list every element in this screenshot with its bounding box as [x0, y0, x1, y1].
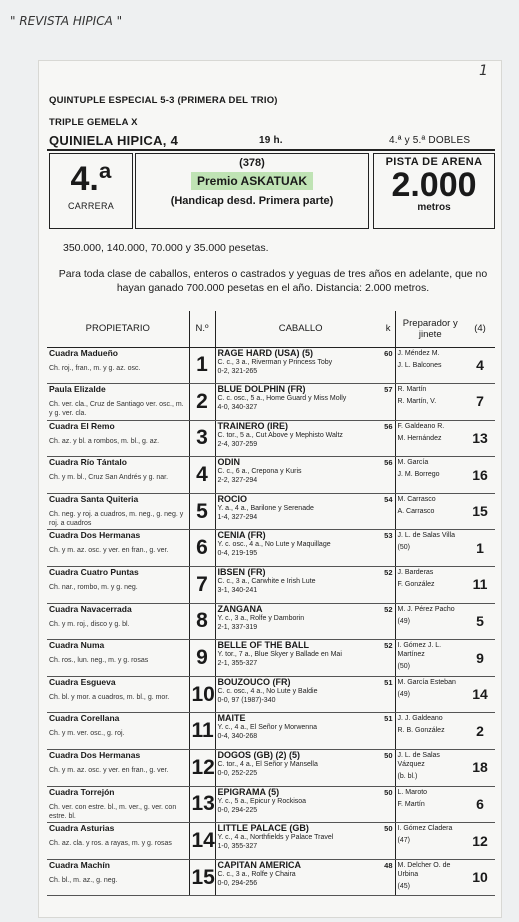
runner-number: 4: [189, 457, 215, 494]
owner-cell: [47, 823, 189, 860]
owner-name: Cuadra Esgueva: [49, 676, 116, 687]
jockey-name: (49): [397, 617, 410, 625]
race-name: Premio ASKATUAK: [191, 172, 313, 190]
table-row: [47, 640, 495, 677]
horse-name: CENIA (FR): [217, 530, 266, 541]
horse-weight: 48: [384, 860, 393, 870]
owner-cell: [47, 640, 189, 677]
trainer-name: J. Méndez M.: [397, 349, 440, 357]
owner-name: Cuadra Corellana: [49, 713, 120, 724]
prep-cell: [395, 750, 465, 787]
owner-name: Cuadra Navacerrada: [49, 603, 132, 614]
prep-cell: [395, 859, 465, 896]
owner-cell: [47, 603, 189, 640]
owner-colors: Ch. y m. az. osc. y ver. en fran., g. ver.: [49, 767, 169, 775]
horse-name: LITTLE PALACE (GB): [217, 823, 309, 834]
handwritten-number: 1: [479, 63, 488, 79]
prep-cell: [395, 384, 465, 421]
owner-cell: [47, 347, 189, 384]
owner-cell: [47, 457, 189, 494]
jockey-name: M. Hernández: [397, 434, 442, 442]
prep-cell: [395, 603, 465, 640]
horse-pedigree: C. c., 6 a., Crepona y Kuris: [217, 468, 302, 476]
horse-record: 3-1, 340-241: [217, 587, 258, 595]
runner-number: 6: [189, 530, 215, 567]
premio-box: [135, 153, 369, 229]
horse-pedigree: Y. c., 3 a., Rolfe y Damborin: [217, 614, 305, 622]
horse-weight: 52: [384, 568, 393, 578]
horse-name: MAITE: [217, 713, 246, 724]
horse-record: 0-4, 340-268: [217, 733, 258, 741]
odds-value: 2: [465, 713, 495, 750]
runner-number: 15: [189, 859, 215, 896]
horse-pedigree: Y. a., 4 a., Barilone y Serenade: [217, 504, 314, 512]
owner-colors: Ch. nar., rombo, m. y g. neg.: [49, 584, 138, 592]
horse-weight: 50: [384, 787, 393, 797]
horse-name: CAPITAN AMERICA: [217, 859, 301, 870]
owner-name: Cuadra Santa Quiteria: [49, 493, 139, 504]
horse-cell: [215, 530, 395, 567]
horse-name: TRAINERO (IRE): [217, 420, 288, 431]
runner-number: 10: [189, 676, 215, 713]
horse-weight: 51: [384, 714, 393, 724]
owner-cell: [47, 750, 189, 787]
horse-record: 2-2, 327-294: [217, 477, 258, 485]
horse-cell: [215, 713, 395, 750]
horse-record: 0-0, 294-256: [217, 879, 258, 887]
jockey-name: J. M. Borrego: [397, 471, 440, 479]
horse-cell: [215, 786, 395, 823]
runner-number: 8: [189, 603, 215, 640]
horse-record: 1-0, 355-327: [217, 843, 258, 851]
jockey-name: (45): [397, 882, 410, 890]
owner-cell: [47, 567, 189, 604]
trainer-name: R. Martín: [397, 386, 427, 394]
handwritten-title: " REVISTA HIPICA ": [10, 14, 123, 28]
owner-colors: Ch. ver. con estre. bl., m. ver., g. ver. con estre. bl.: [49, 803, 177, 820]
trainer-name: J. L. de Salas Villa: [397, 532, 455, 540]
horse-cell: [215, 859, 395, 896]
horse-pedigree: C. c., 3 a., Riverman y Princess Toby: [217, 358, 333, 366]
jockey-name: (49): [397, 690, 410, 698]
prep-cell: [395, 347, 465, 384]
odds-value: 5: [465, 603, 495, 640]
horse-cell: [215, 603, 395, 640]
horse-record: 0-4, 219-195: [217, 550, 258, 558]
table-row: [47, 713, 495, 750]
table-row: [47, 457, 495, 494]
horse-pedigree: Y. c., 5 a., Epicur y Rockisoa: [217, 797, 307, 805]
horse-record: 2-4, 307-259: [217, 440, 258, 448]
trainer-name: I. Gómez Cladera: [397, 825, 453, 833]
table-row: [47, 603, 495, 640]
race-card: [38, 60, 502, 918]
jockey-name: F. Martín: [397, 800, 425, 808]
owner-cell: [47, 530, 189, 567]
owner-colors: Ch. ros., lun. neg., m. y g. rosas: [49, 657, 149, 665]
table-row: [47, 859, 495, 896]
odds-value: 18: [465, 750, 495, 787]
prep-cell: [395, 530, 465, 567]
runner-number: 11: [189, 713, 215, 750]
race-subtitle: (Handicap desd. Primera parte): [170, 195, 334, 207]
race-code: (378): [239, 157, 265, 169]
table-row: [47, 384, 495, 421]
distance: 2.000: [391, 166, 477, 204]
horse-name: RAGE HARD (USA) (5): [217, 347, 313, 358]
horse-name: BLUE DOLPHIN (FR): [217, 384, 306, 395]
table-row: [47, 420, 495, 457]
horse-name: BELLE OF THE BALL: [217, 640, 309, 651]
owner-colors: Ch. roj., fran., m. y g. az. osc.: [49, 364, 141, 372]
odds-value: 15: [465, 493, 495, 530]
odds-value: 14: [465, 676, 495, 713]
prep-cell: [395, 493, 465, 530]
horse-weight: 56: [384, 458, 393, 468]
prep-cell: [395, 420, 465, 457]
runner-number: 13: [189, 786, 215, 823]
header-odds: (4): [465, 311, 495, 347]
horse-pedigree: C. c. osc., 4 a., No Lute y Baldie: [217, 687, 318, 695]
horse-pedigree: Y. c., 4 a., El Señor y Morwenna: [217, 724, 317, 732]
table-row: [47, 750, 495, 787]
horse-pedigree: Y. tor., 7 a., Blue Skyer y Ballade en Mai: [217, 651, 342, 659]
owner-colors: Ch. az. y bl. a rombos, m. bl., g. az.: [49, 437, 160, 445]
jockey-name: R. Martín, V.: [397, 398, 437, 406]
prep-cell: [395, 823, 465, 860]
jockey-name: F. González: [397, 581, 435, 589]
table-row: [47, 493, 495, 530]
horse-record: 2-1, 337-319: [217, 623, 258, 631]
horse-weight: 50: [384, 751, 393, 761]
jockey-name: (50): [397, 544, 410, 552]
owner-colors: Ch. y m. bl., Cruz San Andrés y g. nar.: [49, 474, 169, 482]
runner-number: 1: [189, 347, 215, 384]
owner-name: Cuadra Madueño: [49, 347, 118, 358]
odds-value: 4: [465, 347, 495, 384]
horse-record: 0-0, 252-225: [217, 770, 258, 778]
odds-value: 12: [465, 823, 495, 860]
odds-value: 10: [465, 859, 495, 896]
horse-weight: 60: [384, 348, 393, 358]
prep-cell: [395, 713, 465, 750]
horse-record: 4-0, 340-327: [217, 404, 258, 412]
table-row: [47, 530, 495, 567]
horse-cell: [215, 457, 395, 494]
horse-name: EPIGRAMA (5): [217, 786, 280, 797]
distance-unit: metros: [417, 202, 451, 213]
horse-cell: [215, 676, 395, 713]
header-num: N.º: [189, 311, 215, 347]
prep-cell: [395, 640, 465, 677]
horse-weight: 56: [384, 421, 393, 431]
owner-name: Cuadra Torrejón: [49, 786, 115, 797]
owner-colors: Ch. y m. roj., disco y g. bl.: [49, 620, 130, 628]
owner-name: Paula Elizalde: [49, 384, 106, 395]
owner-name: Cuadra Numa: [49, 640, 105, 651]
header-owner: PROPIETARIO: [47, 311, 189, 347]
dobles-line: 4.ª y 5.ª DOBLES: [389, 135, 471, 146]
owner-cell: [47, 384, 189, 421]
owner-cell: [47, 713, 189, 750]
prizes-text: 350.000, 140.000, 70.000 y 35.000 pesetas.: [63, 242, 269, 254]
owner-colors: Ch. y m. ver. osc., g. roj.: [49, 730, 125, 738]
horse-record: 1-4, 327-294: [217, 513, 258, 521]
horse-cell: [215, 384, 395, 421]
header-divider: [47, 149, 495, 151]
horse-cell: [215, 420, 395, 457]
carrera-box: [49, 153, 133, 229]
horse-name: ROCIO: [217, 493, 248, 504]
header-horse: [215, 311, 395, 347]
odds-value: 9: [465, 640, 495, 677]
horse-record: 0-0, 294-225: [217, 806, 258, 814]
owner-name: Cuadra Cuatro Puntas: [49, 567, 139, 578]
runners-table: [47, 311, 495, 896]
owner-cell: [47, 786, 189, 823]
jockey-name: (b. bl.): [397, 773, 418, 781]
trainer-name: J. J. Galdeano: [397, 715, 443, 723]
trainer-name: L. Maroto: [397, 788, 428, 796]
horse-cell: [215, 493, 395, 530]
horse-pedigree: C. c. osc., 5 a., Home Guard y Miss Molly: [217, 395, 347, 403]
prep-cell: [395, 676, 465, 713]
conditions-text: Para toda clase de caballos, enteros o castrados y yeguas de tres años en adelante, que no hayan ganado 700.000 pesetas en el año. Distancia: 2.000 metros.: [58, 268, 488, 294]
race-time: 19 h.: [259, 135, 283, 146]
odds-value: 11: [465, 567, 495, 604]
horse-weight: 50: [384, 824, 393, 834]
runner-number: 7: [189, 567, 215, 604]
horse-name: ODIN: [217, 457, 240, 468]
trainer-name: M. García: [397, 459, 429, 467]
table-row: [47, 567, 495, 604]
prep-cell: [395, 786, 465, 823]
prep-cell: [395, 457, 465, 494]
owner-colors: Ch. bl. y mor. a cuadros, m. bl., g. mor.: [49, 693, 170, 701]
trainer-name: M. J. Pérez Pacho: [397, 605, 455, 613]
horse-pedigree: C. tor., 4 a., El Señor y Mansella: [217, 761, 318, 769]
horse-cell: [215, 750, 395, 787]
horse-pedigree: C. c., 3 a., Rolfe y Chaira: [217, 870, 296, 878]
runner-number: 9: [189, 640, 215, 677]
runner-number: 5: [189, 493, 215, 530]
trainer-name: I. Gómez J. L. Martínez: [397, 642, 442, 659]
runner-number: 14: [189, 823, 215, 860]
horse-pedigree: C. tor., 5 a., Cut Above y Mephisto Waltz: [217, 431, 343, 439]
table-row: [47, 823, 495, 860]
horse-cell: [215, 567, 395, 604]
owner-cell: [47, 493, 189, 530]
horse-name: IBSEN (FR): [217, 567, 266, 578]
runner-number: 3: [189, 420, 215, 457]
carrera-label: CARRERA: [67, 201, 115, 211]
header-k: k: [385, 323, 391, 335]
gemela-line: TRIPLE GEMELA X: [49, 117, 138, 128]
runner-number: 2: [189, 384, 215, 421]
horse-weight: 57: [384, 385, 393, 395]
owner-colors: Ch. neg. y roj. a cuadros, m. neg., g. neg. y roj. a cuadros: [49, 510, 184, 527]
odds-value: 16: [465, 457, 495, 494]
trainer-name: M. García Esteban: [397, 678, 456, 686]
owner-colors: Ch. ver. cla., Cruz de Santiago ver. osc., m. y g. ver. cla.: [49, 401, 184, 418]
horse-weight: 54: [384, 494, 393, 504]
owner-name: Cuadra Río Tántalo: [49, 457, 127, 468]
owner-name: Cuadra Dos Hermanas: [49, 530, 141, 541]
horse-weight: 52: [384, 641, 393, 651]
owner-cell: [47, 420, 189, 457]
surface-label: PISTA DE ARENA: [385, 156, 483, 168]
owner-colors: Ch. az. cla. y ros. a rayas, m. y g. rosas: [49, 840, 172, 848]
horse-record: 2-1, 355-327: [217, 660, 258, 668]
owner-name: Cuadra El Remo: [49, 420, 115, 431]
trainer-name: J. L. de Salas Vázquez: [397, 752, 440, 769]
trainer-name: F. Galdeano R.: [397, 422, 445, 430]
trainer-name: M. Carrasco: [397, 495, 436, 503]
jockey-name: A. Carrasco: [397, 507, 435, 515]
trainer-name: J. Barderas: [397, 569, 434, 577]
odds-value: 13: [465, 420, 495, 457]
horse-name: ZANGANA: [217, 603, 263, 614]
owner-colors: Ch. bl., m. az., g. neg.: [49, 876, 118, 884]
horse-weight: 52: [384, 604, 393, 614]
header-horse-label: CABALLO: [278, 323, 323, 335]
horse-pedigree: Y. c. osc., 4 a., No Lute y Maquillage: [217, 541, 331, 549]
horse-pedigree: Y. c., 4 a., Northfields y Palace Travel: [217, 834, 334, 842]
horse-cell: [215, 823, 395, 860]
owner-cell: [47, 676, 189, 713]
jockey-name: J. L. Balcones: [397, 361, 442, 369]
owner-name: Cuadra Machín: [49, 859, 110, 870]
odds-value: 7: [465, 384, 495, 421]
horse-cell: [215, 640, 395, 677]
horse-record: 0-0, 97 (1987)-340: [217, 696, 276, 704]
jockey-name: (50): [397, 663, 410, 671]
table-row: [47, 347, 495, 384]
jockey-name: R. B. González: [397, 727, 445, 735]
pista-box: [373, 153, 495, 229]
quiniela-line: QUINIELA HIPICA, 4: [49, 133, 179, 148]
runner-number: 12: [189, 750, 215, 787]
owner-cell: [47, 859, 189, 896]
header-prep: Preparador y jinete: [395, 311, 465, 347]
horse-record: 0-2, 321-265: [217, 367, 258, 375]
table-row: [47, 786, 495, 823]
trainer-name: M. Delcher O. de Urbina: [397, 861, 451, 878]
odds-value: 6: [465, 786, 495, 823]
quintuple-line: QUINTUPLE ESPECIAL 5-3 (PRIMERA DEL TRIO): [49, 95, 278, 106]
horse-pedigree: C. c., 3 a., Carwhite e Irish Lute: [217, 578, 316, 586]
odds-value: 1: [465, 530, 495, 567]
owner-colors: Ch. y m. az. osc. y ver. en fran., g. ver.: [49, 547, 169, 555]
jockey-name: (47): [397, 837, 410, 845]
horse-weight: 53: [384, 531, 393, 541]
owner-name: Cuadra Asturias: [49, 823, 115, 834]
table-row: [47, 676, 495, 713]
horse-weight: 51: [384, 677, 393, 687]
horse-cell: [215, 347, 395, 384]
race-number: 4.ª: [70, 160, 112, 198]
owner-name: Cuadra Dos Hermanas: [49, 750, 141, 761]
horse-name: DOGOS (GB) (2) (5): [217, 750, 300, 761]
prep-cell: [395, 567, 465, 604]
horse-name: BOUZOUCO (FR): [217, 676, 291, 687]
table-header-row: [47, 311, 495, 347]
